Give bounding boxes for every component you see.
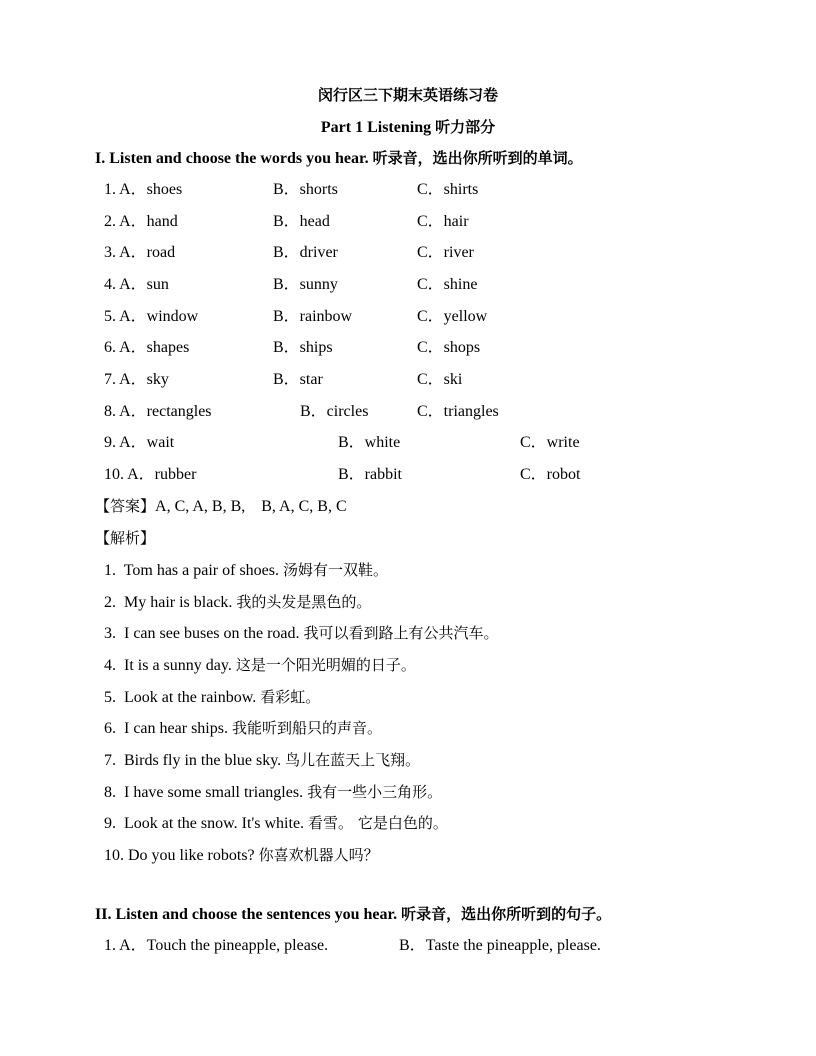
option-c: C．ski — [417, 371, 463, 388]
option-c: C．shirts — [417, 181, 479, 198]
analysis-label: 【解析】 — [95, 529, 156, 547]
analysis-cn: 汤姆有一双鞋。 — [283, 561, 389, 579]
analysis-item — [104, 782, 442, 803]
option-a: 5. A．window — [104, 308, 199, 325]
option-c: C．robot — [520, 466, 581, 483]
part-title — [0, 117, 816, 138]
option-b: B．rainbow — [273, 308, 353, 325]
analysis-cn: 我可以看到路上有公共汽车。 — [303, 624, 499, 642]
option-b: B．white — [338, 434, 401, 451]
option-a: 6. A．shapes — [104, 339, 190, 356]
option-b: B．star — [273, 371, 323, 388]
option-a: 1. A．Touch the pineapple, please. — [104, 937, 329, 954]
document-title: 闵行区三下期末英语练习卷 — [317, 86, 498, 104]
analysis-cn: 我能听到船只的声音。 — [231, 719, 382, 737]
part-title-en: Part 1 Listening — [320, 119, 432, 136]
analysis-item — [104, 592, 371, 613]
option-a: 10. A．rubber — [104, 466, 197, 483]
answer-line — [95, 496, 347, 517]
analysis-cn: 我的头发是黑色的。 — [236, 593, 372, 611]
option-c: C．yellow — [417, 308, 488, 325]
analysis-en: 6. I can hear ships. — [104, 720, 228, 737]
option-b: B．driver — [273, 244, 338, 261]
option-b: B．head — [273, 213, 330, 230]
section2-heading-cn: 听录音，选出你所听到的句子。 — [401, 905, 612, 923]
section1-heading — [95, 148, 583, 169]
option-b: B．shorts — [273, 181, 338, 198]
section2-heading-en: II. Listen and choose the sentences you hear. — [95, 906, 398, 923]
part-title-cn: 听力部分 — [435, 118, 496, 136]
option-c: C．river — [417, 244, 474, 261]
option-a: 4. A．sun — [104, 276, 169, 293]
analysis-en: 2. My hair is black. — [104, 594, 233, 611]
option-a: 9. A．wait — [104, 434, 175, 451]
answer-label: 【答案】 — [95, 497, 156, 515]
option-c: C．hair — [417, 213, 469, 230]
analysis-item — [104, 718, 382, 739]
option-a: 3. A．road — [104, 244, 176, 261]
section1-heading-en: I. Listen and choose the words you hear. — [95, 150, 369, 167]
analysis-en: 4. It is a sunny day. — [104, 657, 232, 674]
option-b: B．Taste the pineapple, please. — [399, 937, 601, 954]
analysis-item — [104, 813, 448, 834]
analysis-en: 8. I have some small triangles. — [104, 784, 304, 801]
option-b: B．rabbit — [338, 466, 402, 483]
option-c: C．shine — [417, 276, 478, 293]
analysis-item — [104, 845, 379, 866]
option-c: C．triangles — [417, 403, 499, 420]
option-b: B．ships — [273, 339, 333, 356]
option-a: 2. A．hand — [104, 213, 178, 230]
analysis-item — [104, 750, 420, 771]
option-b: B．circles — [300, 403, 369, 420]
option-b: B．sunny — [273, 276, 338, 293]
analysis-cn: 我有一些小三角形。 — [307, 783, 443, 801]
analysis-cn: 看彩虹。 — [260, 688, 321, 706]
analysis-en: 5. Look at the rainbow. — [104, 689, 257, 706]
analysis-item — [104, 560, 388, 581]
analysis-cn: 你喜欢机器人吗？ — [258, 846, 379, 864]
analysis-en: 7. Birds fly in the blue sky. — [104, 752, 282, 769]
answer-value: A, C, A, B, B, B, A, C, B, C — [155, 498, 347, 515]
analysis-cn: 看雪。 它是白色的。 — [308, 814, 448, 832]
analysis-cn: 鸟儿在蓝天上飞翔。 — [285, 751, 421, 769]
option-a: 8. A．rectangles — [104, 403, 212, 420]
analysis-en: 3. I can see buses on the road. — [104, 625, 300, 642]
option-c: C．shops — [417, 339, 481, 356]
analysis-item — [104, 655, 416, 676]
section2-heading — [95, 904, 611, 925]
analysis-item — [104, 623, 499, 644]
analysis-cn: 这是一个阳光明媚的日子。 — [235, 656, 416, 674]
option-a: 7. A．sky — [104, 371, 169, 388]
analysis-item — [104, 687, 320, 708]
option-a: 1. A．shoes — [104, 181, 183, 198]
section1-heading-cn: 听录音，选出你所听到的单词。 — [372, 149, 583, 167]
analysis-en: 9. Look at the snow. It's white. — [104, 815, 305, 832]
analysis-en: 10. Do you like robots? — [104, 847, 255, 864]
option-c: C．write — [520, 434, 580, 451]
analysis-en: 1. Tom has a pair of shoes. — [104, 562, 279, 579]
